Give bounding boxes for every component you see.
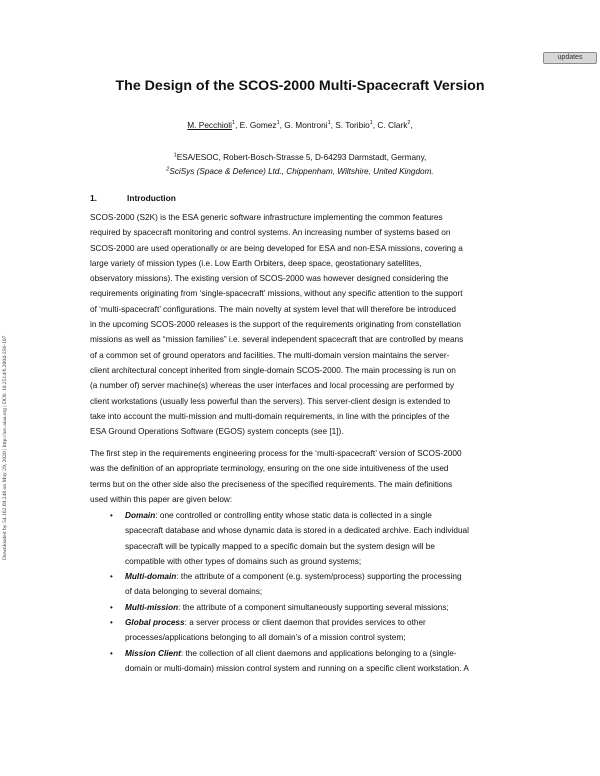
text-line: terms but on the other side also the preciseness of the specified requirements. The main definitions — [90, 479, 453, 489]
text-line: take into account the multi-mission and multi-domain requirements, in line with the principles of the — [90, 411, 450, 421]
definition-text: : the collection of all client daemons and applications belonging to a (single- — [180, 648, 457, 658]
text-line: (a number of) server machine(s) whereas the user interfaces and local processing are performed by — [90, 381, 455, 391]
text-line: was the definition of an appropriate terminology, ensuring on the one side intuitiveness of the used — [90, 464, 449, 474]
definition-line — [125, 646, 515, 661]
text-line: required by spacecraft monitoring and control systems. An increasing number of systems based on — [90, 228, 451, 238]
definition-text: : a server process or client daemon that provides services to other — [184, 618, 426, 628]
author-sup: 2 — [407, 120, 411, 127]
text-line: SCOS-2000 are used operationally or are being developed for ESA and non-ESA missions, covering a — [90, 243, 463, 253]
bullet-icon: • — [110, 602, 113, 612]
section-heading — [90, 193, 176, 203]
definition-line — [125, 615, 515, 630]
bullet-icon: • — [110, 648, 113, 658]
definition-term: Multi-mission — [125, 602, 179, 612]
definition-text: : the attribute of a component simultaneously supporting several missions; — [178, 602, 449, 612]
text-line: ESA Ground Operations Software (EGOS) system concepts (see [1]). — [90, 427, 344, 437]
definition-text: spacecraft will be typically mapped to a specific domain but the system design will be — [125, 541, 435, 551]
text-line: large variety of mission types (i.e. Low Earth Orbiters, deep space, geostationary satellites, — [90, 258, 422, 268]
affiliation-1 — [0, 153, 600, 162]
definition-line — [125, 554, 515, 569]
definition-line — [125, 508, 515, 523]
text-line: observatory missions). The existing version of SCOS-2000 was however designed considering the — [90, 274, 449, 284]
definition-text: : one controlled or controlling entity whose static data is collected in a single — [155, 511, 432, 520]
definition-item — [110, 508, 515, 569]
download-watermark: Downloaded by 54.162.69.248 on May 29, 2020 | http://arc.aiaa.org | DOI: 10.2514/6.2004-256-107 — [2, 335, 8, 560]
section-number: 1. — [90, 193, 97, 203]
definition-line — [125, 600, 515, 615]
definition-item — [110, 615, 515, 646]
author-name: , G. Montroni — [279, 120, 328, 130]
affiliation-2 — [0, 167, 600, 176]
affiliation-text: ESA/ESOC, Robert-Bosch-Strasse 5, D-64293 Darmstadt, Germany, — [176, 153, 427, 162]
text-line: requirements originating from ‘single-spacecraft’ missions, without any specific attention to the support — [90, 289, 463, 299]
bullet-icon: • — [110, 511, 113, 520]
definition-line — [125, 661, 515, 676]
definition-term: Multi-domain — [125, 572, 177, 582]
paragraph-terminology — [90, 446, 512, 507]
definition-term: Domain — [125, 511, 156, 520]
text-line: of a common set of ground operators and facilities. The multi-domain version maintains the server- — [90, 350, 450, 360]
bullet-icon: • — [110, 618, 113, 628]
definition-item — [110, 600, 515, 615]
definition-term: Global process — [125, 618, 185, 628]
author-name: , S. Toribio — [330, 120, 370, 130]
definition-line — [125, 630, 515, 645]
text-line: client architectural concept inherited from single-domain SCOS-2000. The main processing is run on — [90, 365, 456, 375]
definition-text: : the attribute of a component (e.g. system/process) supporting the processing — [176, 572, 462, 582]
text-line: client workstations (usually less powerful than the servers). This server-client design is extended to — [90, 396, 451, 406]
definition-text: domain or multi-domain) mission control system and running on a specific client workstation. A — [125, 663, 469, 673]
bullet-icon: • — [110, 572, 113, 582]
author-name: , C. Clark — [372, 120, 408, 130]
text-line: in the upcoming SCOS-2000 releases is the support of the requirements originating from constellation — [90, 320, 461, 330]
definition-text: of data belonging to several domains; — [125, 587, 263, 597]
page-title: The Design of the SCOS-2000 Multi-Spacecraft Version — [115, 78, 485, 94]
author-name: M. Pecchioli — [187, 120, 232, 130]
definition-line — [125, 584, 515, 599]
definition-line — [125, 569, 515, 584]
author-list — [0, 120, 600, 130]
updates-button[interactable]: updates — [543, 52, 597, 64]
affiliation-sup: 1 — [173, 152, 177, 159]
text-line: of ‘multi-spacecraft’ configurations. The main novelty at system level that will therefore be introduced — [90, 304, 456, 314]
author-end: , — [410, 120, 413, 130]
text-line: SCOS-2000 (S2K) is the ESA generic software infrastructure implementing the common features — [90, 213, 443, 222]
author-sup: 1 — [327, 120, 331, 127]
definition-line — [125, 539, 515, 554]
definition-list — [110, 508, 515, 676]
definition-line — [125, 523, 515, 538]
affiliation-text: SciSys (Space & Defence) Ltd., Chippenham, Wiltshire, United Kingdom. — [169, 167, 434, 176]
definition-text: spacecraft database and whose dynamic data is stored in a dedicated archive. Each individual — [125, 526, 469, 536]
author-sup: 1 — [232, 120, 236, 127]
text-line: used within this paper are given below: — [90, 494, 233, 504]
text-line: missions as well as “mission families” i.e. several independent spacecraft that are controlled by means — [90, 335, 464, 345]
definition-text: processes/applications belonging to all domain’s of a mission control system; — [125, 633, 406, 643]
author-sup: 1 — [276, 120, 280, 127]
author-name: , E. Gomez — [235, 120, 277, 130]
definition-term: Mission Client — [125, 648, 181, 658]
definition-item — [110, 569, 515, 600]
definition-item — [110, 646, 515, 677]
definition-text: compatible with other types of domains such as ground systems; — [125, 556, 362, 566]
affiliation-sup: 2 — [166, 166, 170, 173]
text-line: The first step in the requirements engineering process for the ‘multi-spacecraft’ version of SCOS-2000 — [90, 449, 462, 458]
author-sup: 1 — [369, 120, 373, 127]
paragraph-intro — [90, 210, 512, 439]
section-title: Introduction — [127, 193, 176, 203]
